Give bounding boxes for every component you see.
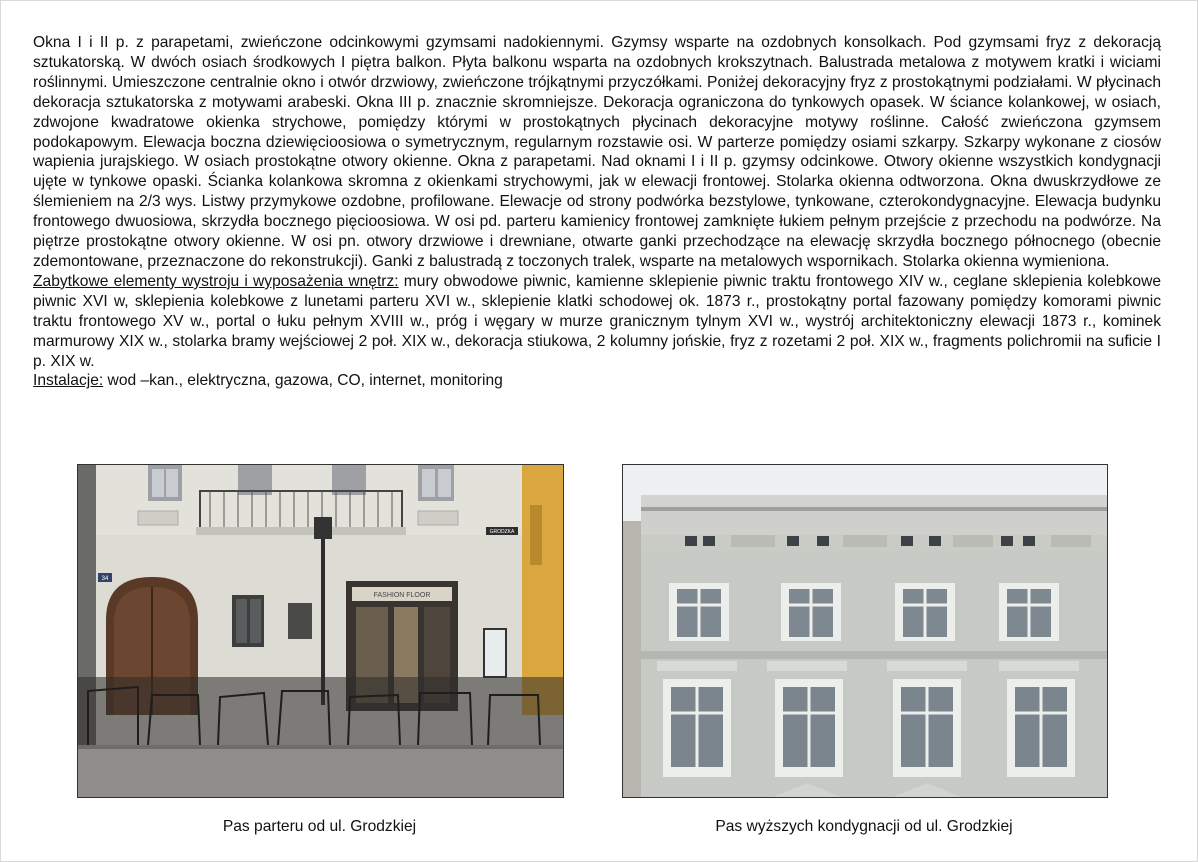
upper-floors-photo: [622, 464, 1108, 798]
installations-label: Instalacje:: [33, 372, 104, 390]
installations-paragraph: [33, 371, 1161, 391]
shop-sign: FASHION FLOOR: [373, 592, 431, 599]
monuments-text: mury obwodowe piwnic, kamienne sklepienie piwnic traktu frontowego XIV w., ceglane sklepienia kolebkowe piwnic XVI w, sklepienia kolebkowe z lunetami parteru XVI w., sklepienie klatki schodowej ok. 1873 r., prostokątny portal fazowany pomiędzy komorami piwnic traktu frontowego XV w., portal o łuku pełnym XVIII w., próg i węgary w murze granicznym tylnym XVI w., wystrój architektoniczny elewacji 1873 r., kominek marmurowy XIX w., stolarka bramy wejściowej 2 poł. XIX w., dekoracja stiukowa, 2 kolumny jońskie, fryz z rozetami 2 poł. XIX w., fragments polichromii na suficie I p. XIX w.: [33, 272, 1162, 370]
monuments-paragraph: [33, 272, 1161, 372]
ground-floor-photo: [77, 464, 564, 798]
installations-text: wod –kan., elektryczna, gazowa, CO, internet, monitoring: [103, 372, 503, 390]
ground-floor-caption: Pas parteru od ul. Grodzkiej: [222, 818, 417, 835]
street-name-sign: GRODZKA: [489, 529, 515, 535]
house-number-sign: 34: [101, 576, 109, 582]
upper-floors-caption: Pas wyższych kondygnacji od ul. Grodzkiej: [715, 818, 1013, 835]
monuments-label: Zabytkowe elementy wystroju i wyposażenia wnętrz:: [33, 272, 399, 290]
description-paragraph: Okna I i II p. z parapetami, zwieńczone odcinkowymi gzymsami nadokiennymi. Gzymsy wsparte na ozdobnych konsolkach. Pod gzymsami fryz z dekoracją sztukatorską. W dwóch osiach środkowych I piętra balkon. Płyta balkonu wsparta na ozdobnych krokszytnach. Balustrada metalowa z motywem kratki i wiciami roślinnymi. Umieszczone centralnie okno i otwór drzwiowy, zwieńczone trójkątnymi przyczółkami. Poniżej dekoracyjny fryz z prostokątnymi podziałami. W płycinach dekoracja sztukatorska z motywami arabeski. Okna III p. znacznie skromniejsze. Dekoracja ograniczona do tynkowych opasek. W ściance kolankowej, w osiach, zdwojone kwadratowe okienka strychowe, pomiędzy którymi w prostokątnych płycinach dekoracyjne motywy roślinne. Całość zwieńczona gzymsem podokapowym. Elewacja boczna dziewięcioosiowa o symetrycznym, regularnym rozstawie osi. W parterze pomiędzy osiami szkarpy. Szkarpy wykonane z ciosów wapienia jurajskiego. W osiach prostokątne otwory okienne. Okna z parapetami. Nad oknami I i II p. gzymsy odcinkowe. Otwory okienne wszystkich kondygnacji ujęte w tynkowe opaski. Ścianka kolankowa skromna z okienkami strychowymi, jak w elewacji frontowej. Stolarka okienna odtworzona. Okna dwuskrzydłowe ze ślemieniem na 2/3 wys. Listwy przymykowe ozdobne, profilowane. Elewacje od strony podwórka bezstylowe, tynkowane, czterokondygnacyjne. Elewacja budynku frontowego dwuosiowa, skrzydła bocznego pięcioosiowa. W osi pd. parteru kamienicy frontowej zamknięte łukiem pełnym przejście z przechodu na podwórze. Na piętrze prostokątne otwory okienne. W osi pn. otwory drzwiowe i drewniane, otwarte ganki przechodzące na elewację skrzydła bocznego północnego (obecnie zdemontowane, przeznaczone do rekonstrukcji). Ganki z balustradą z toczonych tralek, wsparte na metalowych wspornikach. Stolarka okienna wymieniona.: [33, 34, 1161, 270]
description-text: [33, 33, 1161, 391]
